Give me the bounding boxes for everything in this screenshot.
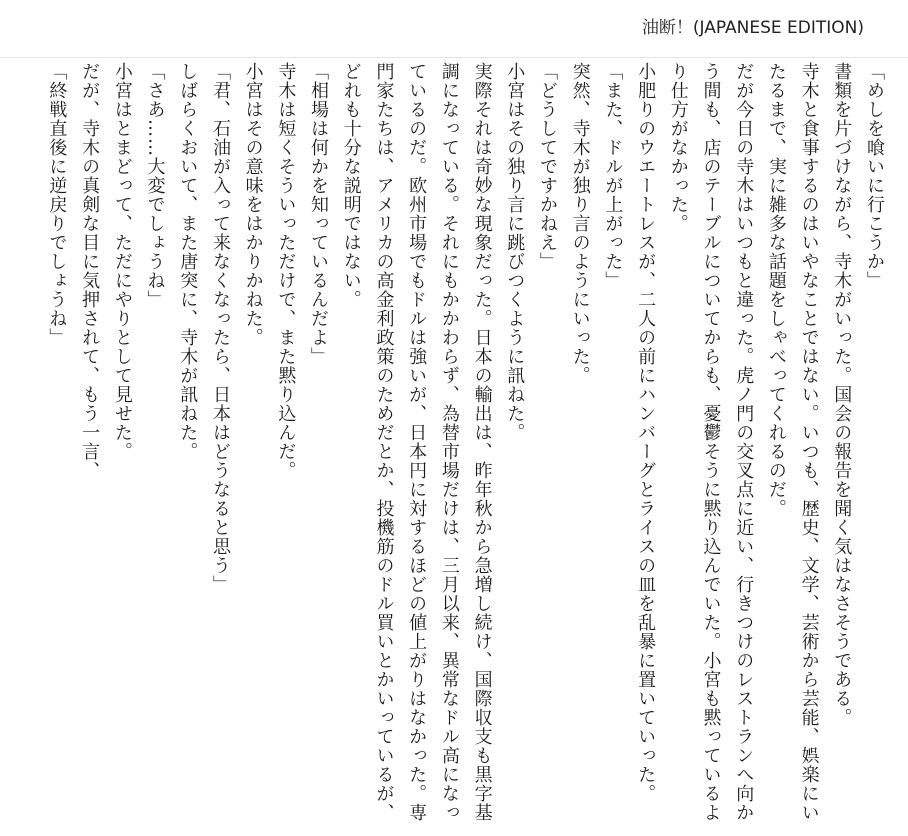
paragraph: 小肥りのウエートレスが、二人の前にハンバーグとライスの皿を乱暴に置いていった。	[635, 62, 657, 803]
paragraph: だが今日の寺木はいつもと違った。虎ノ門の交叉点に近い、行きつけのレストランへ向かう間も、店のテーブルについてからも、憂鬱そうに黙り込んでいた。小宮も黙っているより仕方がなかった。	[667, 62, 755, 822]
vertical-text-body	[18, 62, 890, 832]
paragraph: だが、寺木の真剣な目に気押されて、もう一言、	[79, 62, 101, 480]
reading-pane[interactable]	[18, 62, 890, 832]
paragraph: 書類を片づけながら、寺木がいった。国会の報告を聞く気はなさそうである。	[831, 62, 853, 727]
paragraph: 「また、ドルが上がった」	[602, 62, 624, 290]
paragraph: 「相場は何かを知っているんだよ」	[308, 62, 330, 366]
paragraph: 突然、寺木が独り言のようにいった。	[569, 62, 591, 385]
paragraph: 「どうしてですかねえ」	[536, 62, 558, 271]
paragraph: しばらくおいて、また唐突に、寺木が訊ねた。	[177, 62, 199, 461]
reader-header	[0, 0, 908, 58]
paragraph: 「めしを喰いに行こうか」	[864, 62, 885, 290]
paragraph: 小宮はその独り言に跳びつくように訊ねた。	[504, 62, 526, 442]
paragraph: 小宮はとまどって、ただにやりとして見せた。	[111, 62, 133, 461]
paragraph: 「君、石油が入って来なくなったら、日本はどうなると思う」	[209, 62, 231, 594]
paragraph: 「さあ……大変でしょうね」	[144, 62, 166, 309]
paragraph: 「終戦直後に逆戻りでしょうね」	[46, 62, 68, 347]
paragraph: 小宮はその意味をはかりかねた。	[242, 62, 264, 347]
book-title: 油断！(JAPANESE EDITION)	[641, 18, 864, 38]
paragraph: 寺木は短くそういっただけで、また黙り込んだ。	[275, 62, 297, 480]
paragraph: 寺木と食事するのはいやなことではない。いつも、歴史、文学、芸術から芸能、娯楽にいたるまで、実に雑多な話題をしゃべってくれるのだ。	[765, 62, 820, 822]
paragraph: 実際それは奇妙な現象だった。日本の輸出は、昨年秋から急増し続け、国際収支も黒字基調になっている。それにもかかわらず、為替市場だけは、三月以来、異常なドル高になっているのだ。欧州市場でもドルは強いが、日本円に対するほどの値上がりはなかった。専門家たちは、アメリカの高金利政策のためだとか、投機筋のドル買いとかいっているが、どれも十分な説明ではない。	[340, 62, 493, 822]
